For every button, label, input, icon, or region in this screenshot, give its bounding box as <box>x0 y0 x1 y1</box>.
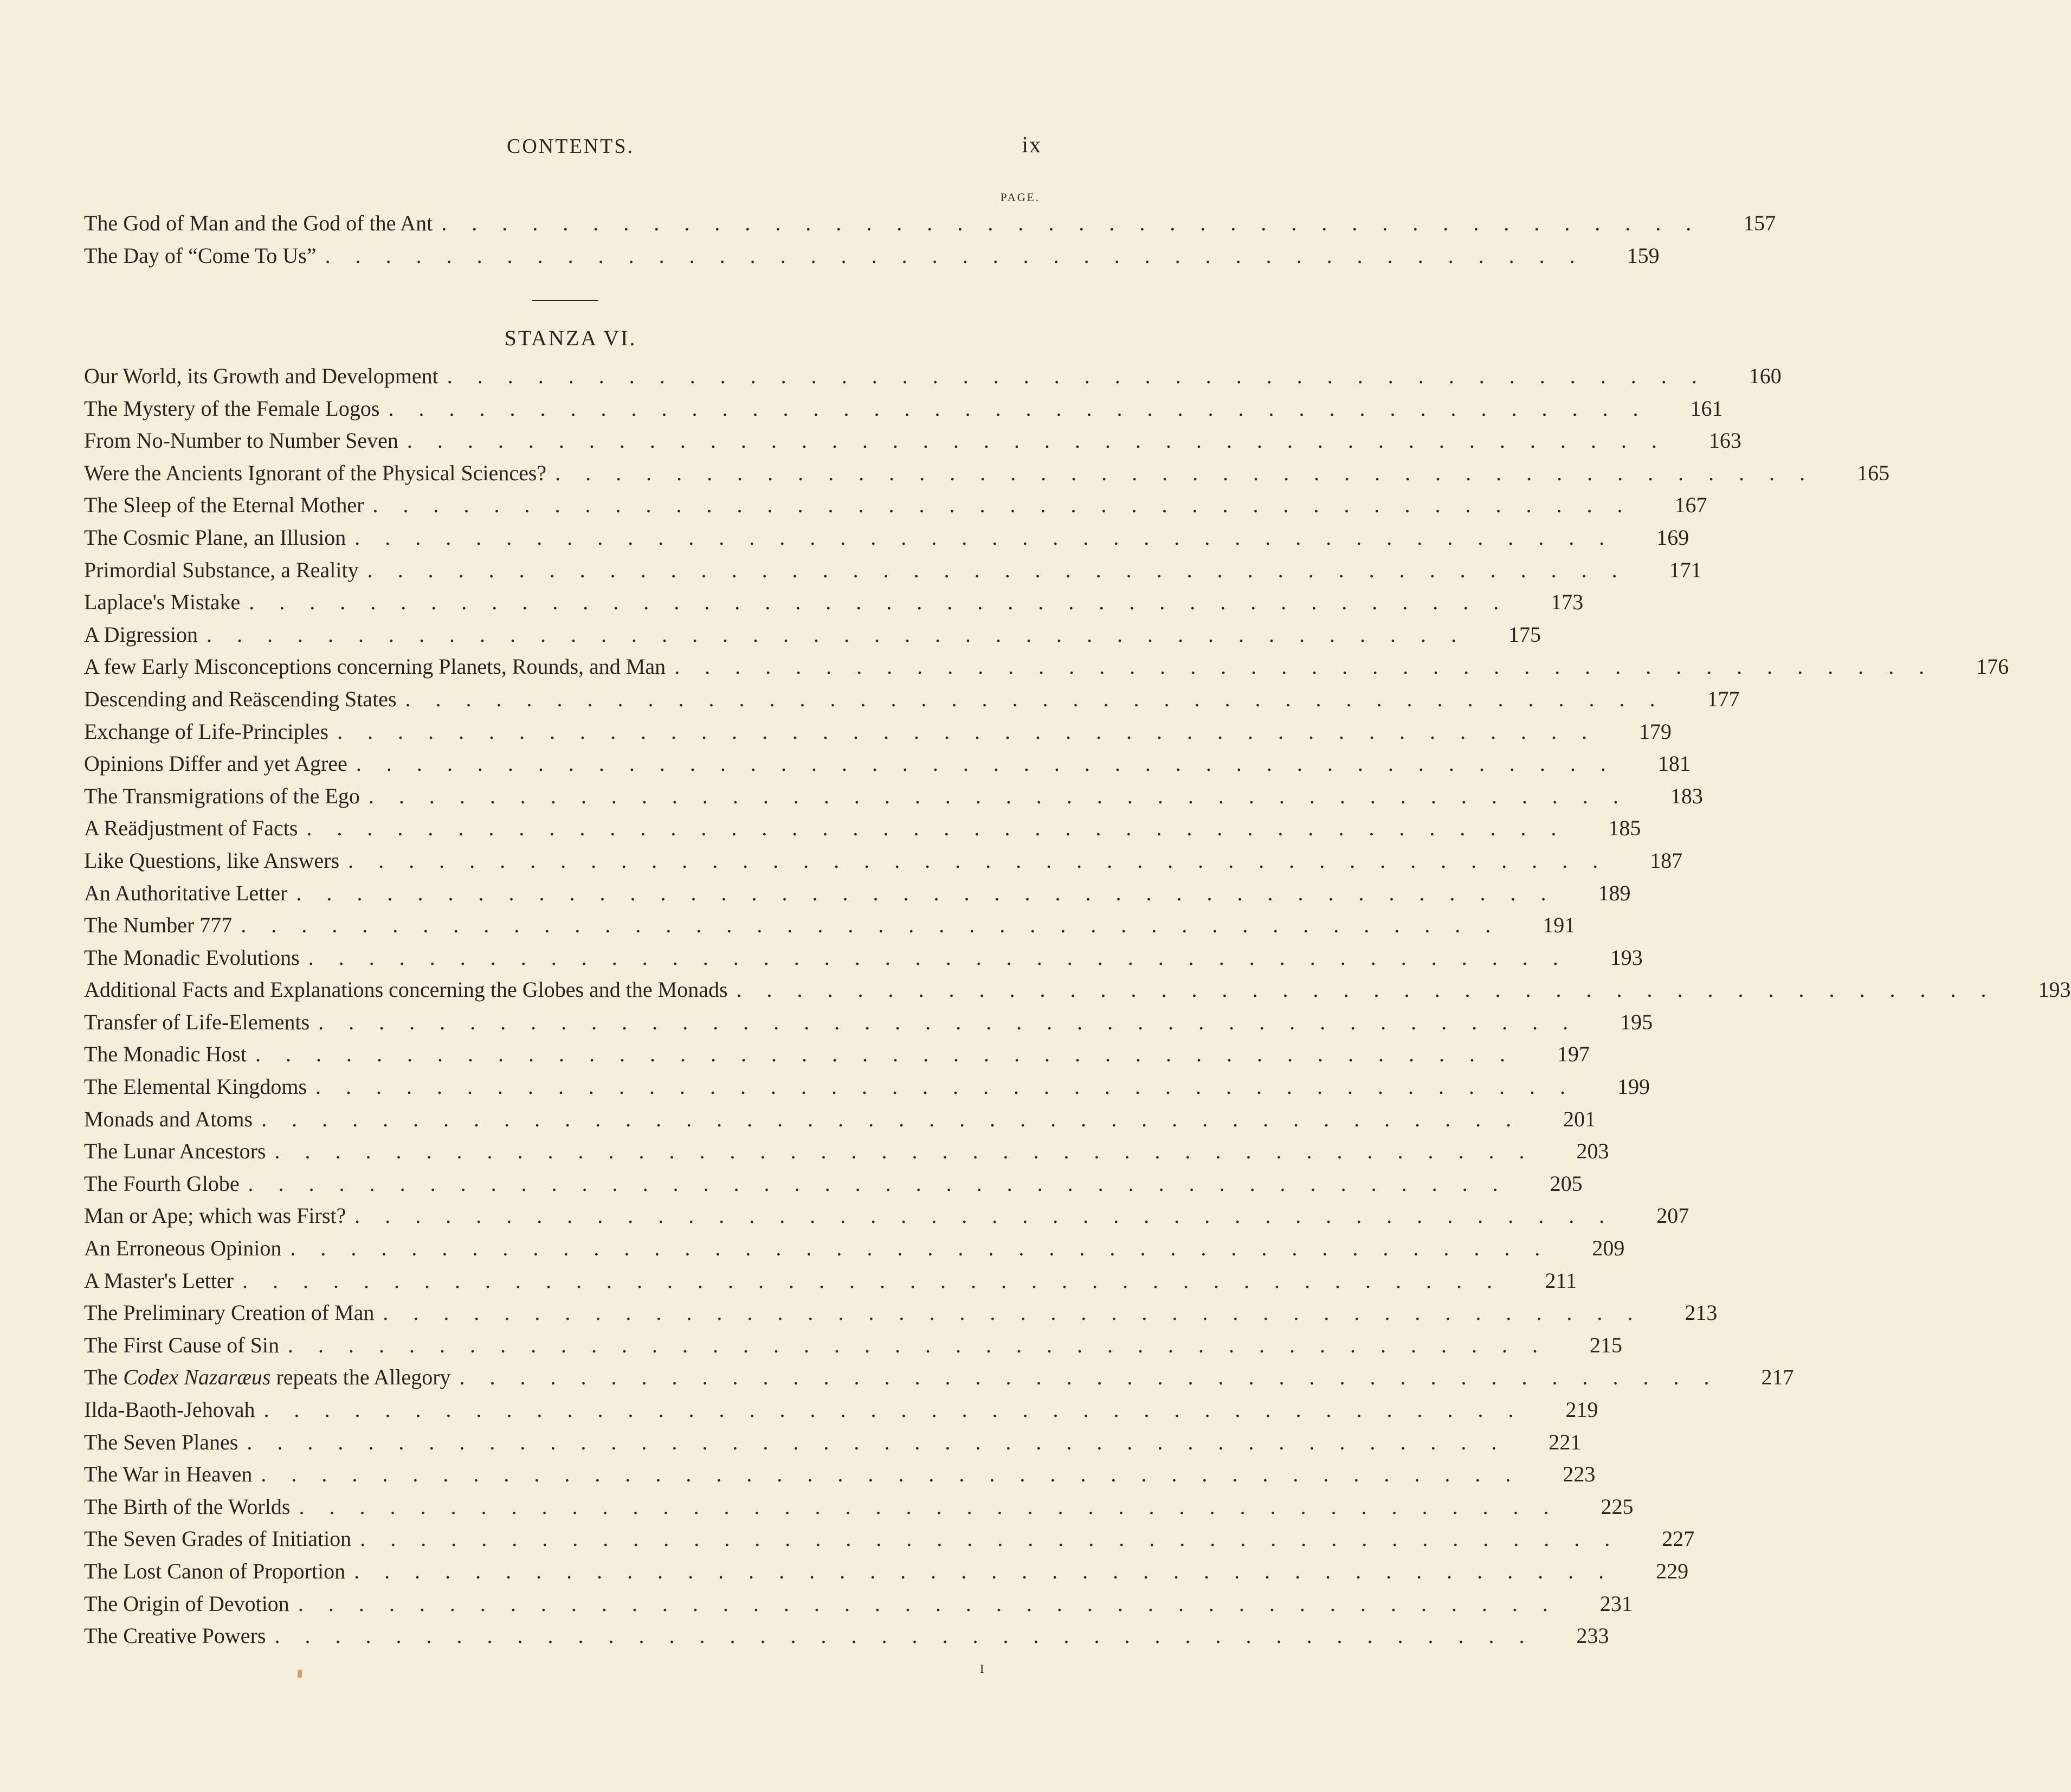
toc-entry-title: The War in Heaven <box>84 1462 253 1487</box>
paper-speck <box>298 1669 302 1678</box>
dot-leader: .......................................... <box>248 1171 1523 1196</box>
toc-entry-page: 217 <box>1761 1365 1794 1390</box>
toc-entry <box>84 1623 1609 1655</box>
dot-leader: .......................................... <box>247 1429 1522 1454</box>
toc-entry-title: The Birth of the Worlds <box>84 1494 291 1519</box>
toc-entry-title: Descending and Reäscending States <box>84 686 397 711</box>
toc-entry-page: 179 <box>1638 719 1672 744</box>
toc-entry-page: 177 <box>1707 686 1740 711</box>
toc-entry-page: 176 <box>1976 654 2009 679</box>
dot-leader: .......................................... <box>356 751 1631 776</box>
toc-entry <box>84 363 1782 396</box>
toc-entry-page: 207 <box>1656 1203 1689 1228</box>
toc-entry <box>84 1106 1596 1139</box>
toc-entry <box>84 525 1689 557</box>
toc-entry <box>84 1138 1609 1171</box>
dot-leader: .......................................... <box>290 1236 1565 1261</box>
toc-entry-title: Exchange of Life-Principles <box>84 719 328 744</box>
toc-entry-page: 181 <box>1657 751 1691 776</box>
toc-entry-title: The Number 777 <box>84 913 233 938</box>
toc-entry <box>84 1494 1634 1526</box>
dot-leader: .......................................... <box>261 1462 1536 1487</box>
dot-leader: .......................................... <box>296 880 1571 905</box>
dot-leader: .......................................... <box>287 1332 1563 1357</box>
toc-entry-title: The Day of “Come To Us” <box>84 243 317 268</box>
toc-entry-title-end: repeats the Allegory <box>270 1365 451 1390</box>
toc-entry-title: The Transmigrations of the Ego <box>84 783 360 808</box>
toc-entry <box>84 1300 1718 1332</box>
toc-entry-title: The Preliminary Creation of Man <box>84 1300 375 1325</box>
toc-entry <box>84 1332 1622 1365</box>
toc-entry-page: 193 <box>1610 945 1643 970</box>
toc-entry <box>84 1009 1653 1042</box>
dot-leader: .......................................... <box>407 428 1682 453</box>
toc-entry <box>84 428 1741 460</box>
dot-leader: .......................................... <box>372 493 1648 518</box>
toc-entry <box>84 1558 1689 1591</box>
dot-leader: .......................................... <box>555 460 1830 485</box>
toc-entry-title: The Fourth Globe <box>84 1171 240 1196</box>
toc-entry <box>84 396 1723 428</box>
toc-entry-page: 225 <box>1601 1494 1634 1519</box>
toc-entry-page: 223 <box>1563 1462 1596 1487</box>
toc-entry-page: 160 <box>1749 364 1782 388</box>
toc-entry-title: Like Questions, like Answers <box>84 848 340 873</box>
toc-entry-page: 213 <box>1685 1300 1718 1325</box>
toc-entry-page: 169 <box>1656 525 1689 550</box>
toc-entry-page: 199 <box>1617 1074 1650 1099</box>
toc-entry-page: 185 <box>1608 816 1641 841</box>
dot-leader: .......................................... <box>736 977 2011 1002</box>
toc-entry-page: 231 <box>1599 1591 1633 1616</box>
dot-leader: .......................................... <box>367 557 1642 582</box>
toc-entry <box>84 751 1691 783</box>
toc-entry <box>84 1268 1577 1300</box>
toc-entry <box>84 1235 1625 1268</box>
toc-entry-title <box>84 1364 451 1390</box>
toc-entry-page: 189 <box>1598 880 1631 905</box>
signature-mark: I <box>980 1662 984 1675</box>
dot-leader: .......................................... <box>315 1074 1591 1099</box>
toc-entry-page: 157 <box>1743 211 1776 235</box>
toc-entry <box>84 880 1631 913</box>
toc-entry-title: Laplace's Mistake <box>84 590 241 615</box>
toc-entry-page: 171 <box>1669 557 1702 582</box>
toc-entry-page: 205 <box>1550 1171 1583 1196</box>
toc-entry-title: Were the Ancients Ignorant of the Physical Sciences? <box>84 460 547 485</box>
toc-entry-page: 201 <box>1563 1106 1596 1131</box>
toc-entry-page: 163 <box>1708 428 1741 453</box>
toc-entry <box>84 243 1660 275</box>
dot-leader: .......................................... <box>241 913 1516 938</box>
toc-entry <box>84 848 1683 880</box>
toc-entry <box>84 1041 1590 1074</box>
toc-entry-page: 159 <box>1627 243 1660 268</box>
page-column-label: PAGE. <box>1000 191 1040 204</box>
toc-entry-title: The Monadic Evolutions <box>84 945 300 970</box>
dot-leader: .......................................... <box>360 1526 1635 1551</box>
running-head: CONTENTS. <box>507 135 634 158</box>
toc-entry <box>84 1461 1596 1494</box>
toc-entry <box>84 977 2071 1009</box>
toc-entry-title-italic: Codex Nazaræus <box>123 1365 271 1390</box>
toc-list-preceding <box>84 210 1776 275</box>
toc-entry-title: The Cosmic Plane, an Illusion <box>84 525 346 550</box>
toc-entry <box>84 719 1672 751</box>
toc-entry-title: Transfer of Life-Elements <box>84 1009 310 1034</box>
toc-entry-title: The Seven Grades of Initiation <box>84 1526 352 1551</box>
toc-entry <box>84 815 1641 848</box>
toc-entry-title: Primordial Substance, a Reality <box>84 557 359 582</box>
toc-entry-title: A Digression <box>84 622 198 647</box>
toc-entry-page: 191 <box>1543 913 1576 938</box>
toc-entry-title: From No-Number to Number Seven <box>84 428 398 453</box>
dot-leader: .......................................... <box>405 686 1680 711</box>
dot-leader: .......................................... <box>383 1300 1658 1325</box>
toc-entry-page: 193 <box>2038 977 2071 1002</box>
toc-entry-page: 229 <box>1656 1558 1689 1583</box>
dot-leader: .......................................... <box>274 1139 1550 1164</box>
dot-leader: .......................................... <box>207 622 1481 647</box>
toc-entry-page: 183 <box>1670 783 1703 808</box>
toc-entry-title: The First Cause of Sin <box>84 1332 279 1357</box>
toc-entry-page: 167 <box>1674 493 1707 518</box>
toc-entry-page: 165 <box>1857 460 1890 485</box>
toc-list-stanza <box>84 363 2071 1655</box>
toc-entry-page: 173 <box>1551 590 1584 615</box>
toc-entry-title: The Lost Canon of Proportion <box>84 1558 346 1583</box>
toc-entry-page: 175 <box>1508 622 1541 647</box>
toc-entry-title: The Origin of Devotion <box>84 1591 289 1616</box>
toc-entry-page: 187 <box>1650 848 1683 873</box>
dot-leader: .......................................... <box>354 1558 1629 1583</box>
toc-entry <box>84 912 1576 945</box>
dot-leader: .......................................... <box>299 1494 1574 1519</box>
toc-entry-title: An Erroneous Opinion <box>84 1236 282 1261</box>
toc-entry-title: Ilda-Baoth-Jehovah <box>84 1397 255 1422</box>
toc-entry <box>84 460 1890 493</box>
toc-entry <box>84 1203 1689 1235</box>
toc-entry <box>84 945 1643 977</box>
toc-entry-page: 197 <box>1557 1042 1590 1067</box>
toc-entry-title: The Sleep of the Eternal Mother <box>84 493 364 518</box>
toc-entry-page: 221 <box>1549 1429 1582 1454</box>
toc-entry-title: Additional Facts and Explanations concerning the Globes and the Monads <box>84 977 728 1002</box>
toc-entry-title: Monads and Atoms <box>84 1106 253 1131</box>
toc-entry <box>84 492 1707 525</box>
toc-entry-title: Opinions Differ and yet Agree <box>84 751 347 776</box>
toc-entry-title: The Creative Powers <box>84 1623 266 1648</box>
dot-leader: .......................................... <box>325 243 1600 268</box>
dot-leader: .......................................... <box>441 211 1717 235</box>
dot-leader: .......................................... <box>354 525 1630 550</box>
dot-leader: .......................................... <box>255 1042 1530 1067</box>
dot-leader: .......................................... <box>337 719 1612 744</box>
toc-entry <box>84 622 1541 654</box>
toc-entry-page: 195 <box>1620 1009 1653 1034</box>
toc-entry-page: 227 <box>1662 1526 1695 1551</box>
toc-entry-title: A few Early Misconceptions concerning Planets, Rounds, and Man <box>84 654 666 679</box>
toc-entry <box>84 1526 1695 1558</box>
dot-leader: .......................................... <box>348 848 1623 873</box>
toc-entry <box>84 589 1584 622</box>
dot-leader: .......................................... <box>306 816 1582 841</box>
toc-entry <box>84 557 1702 590</box>
toc-entry <box>84 1171 1583 1203</box>
toc-entry <box>84 783 1703 816</box>
dot-leader: .......................................... <box>459 1365 1734 1390</box>
toc-entry-title: The Elemental Kingdoms <box>84 1074 307 1099</box>
toc-entry-title: The God of Man and the God of the Ant <box>84 211 433 235</box>
toc-entry-title: Man or Ape; which was First? <box>84 1203 346 1228</box>
dot-leader: .......................................... <box>447 364 1722 388</box>
dot-leader: .......................................... <box>674 654 1950 679</box>
toc-entry <box>84 1397 1598 1429</box>
toc-entry-page: 161 <box>1690 396 1723 421</box>
dot-leader: .......................................... <box>263 1397 1539 1422</box>
toc-entry-title: The Seven Planes <box>84 1429 238 1454</box>
dot-leader: .......................................... <box>368 783 1643 808</box>
toc-entry <box>84 1591 1633 1623</box>
toc-entry-page: 233 <box>1576 1623 1609 1648</box>
dot-leader: .......................................... <box>274 1623 1550 1648</box>
dot-leader: .......................................... <box>249 590 1524 615</box>
toc-entry-title: A Master's Letter <box>84 1268 234 1293</box>
dot-leader: .......................................... <box>354 1203 1630 1228</box>
section-heading: STANZA VI. <box>504 326 637 350</box>
toc-entry-title: The Lunar Ancestors <box>84 1139 266 1164</box>
toc-entry-title: The Mystery of the Female Logos <box>84 396 380 421</box>
dot-leader: .......................................... <box>388 396 1663 421</box>
toc-entry-page: 219 <box>1565 1397 1598 1422</box>
toc-entry-title-start: The <box>84 1365 124 1390</box>
toc-entry <box>84 686 1740 719</box>
toc-entry <box>84 1074 1650 1106</box>
toc-entry-title: Our World, its Growth and Development <box>84 364 438 388</box>
dot-leader: .......................................... <box>308 945 1583 970</box>
section-divider-rule <box>532 300 598 301</box>
toc-entry <box>84 1429 1582 1462</box>
toc-entry-title: The Monadic Host <box>84 1042 247 1067</box>
toc-entry-title: A Reädjustment of Facts <box>84 816 298 841</box>
toc-entry <box>84 1364 1794 1397</box>
dot-leader: .......................................... <box>261 1106 1537 1131</box>
dot-leader: .......................................... <box>318 1009 1593 1034</box>
toc-entry <box>84 654 2009 686</box>
page-number: ix <box>1022 133 1042 158</box>
toc-entry-page: 211 <box>1545 1268 1577 1293</box>
toc-entry-title: An Authoritative Letter <box>84 880 288 905</box>
toc-entry-page: 209 <box>1592 1236 1625 1261</box>
toc-entry-page: 215 <box>1589 1332 1622 1357</box>
dot-leader: .......................................... <box>298 1591 1573 1616</box>
dot-leader: .......................................... <box>242 1268 1518 1293</box>
toc-entry-page: 203 <box>1576 1139 1609 1164</box>
toc-entry <box>84 210 1776 243</box>
